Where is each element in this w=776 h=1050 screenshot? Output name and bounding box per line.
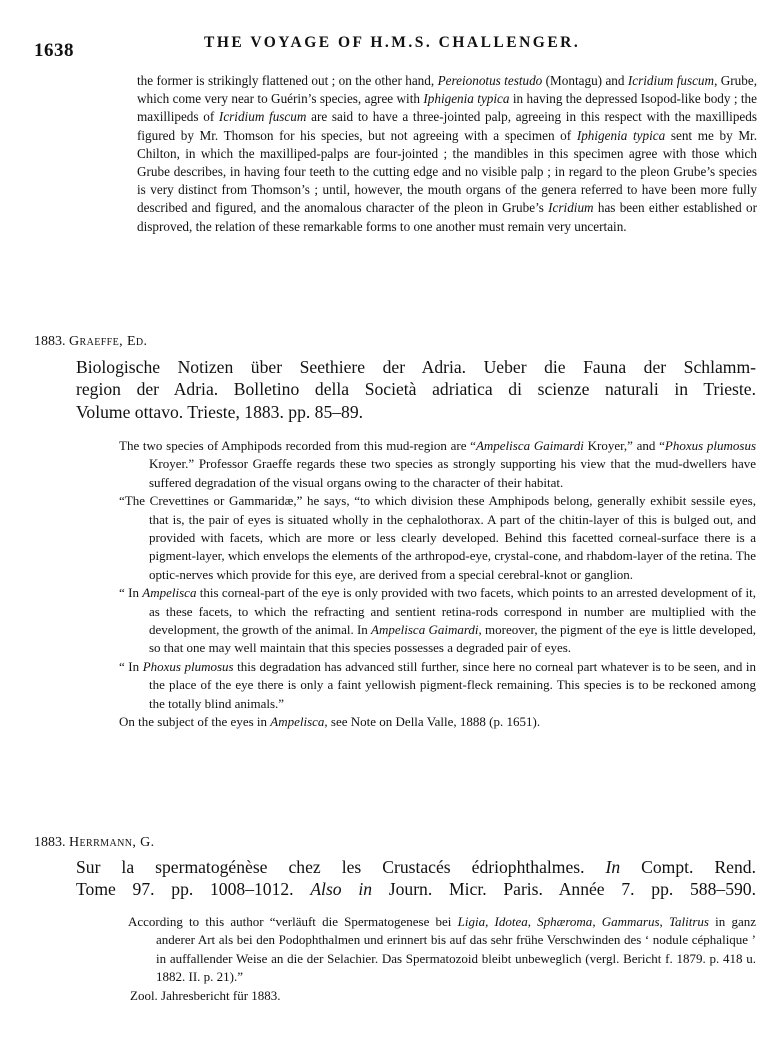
italic-taxon: Talitrus: [668, 914, 709, 929]
italic-taxon: Icridium fuscum: [627, 73, 715, 88]
note-paragraph: [119, 584, 756, 658]
text-run: are said to have a three-jointed palp, agreeing in this respect with the maxillipeds figured by Mr. Thomson for his species, but not agreeing with a specimen of: [137, 109, 758, 143]
title-line: Volume ottavo. Trieste, 1883. pp. 85–89.: [76, 401, 364, 422]
text-run: ,: [659, 914, 669, 929]
title-line: [76, 856, 756, 878]
text-run: “ In: [119, 658, 143, 674]
text-run: (Montagu) and: [542, 73, 628, 88]
title-line: region der Adria. Bolletino della Società adriatica di scienze naturali in Trieste.: [76, 379, 756, 400]
italic-taxon: Phoxus plumosus: [142, 658, 234, 674]
italic-taxon: Ampelisca Gaimardi: [475, 438, 584, 453]
entry-title-herrmann: [76, 856, 756, 901]
intro-paragraph: [137, 72, 757, 236]
entry-author: Graeffe, Ed.: [69, 334, 148, 349]
note-paragraph: [128, 913, 756, 987]
italic-taxon: Icridium fuscum: [218, 109, 307, 125]
italic-word: In: [605, 857, 621, 877]
text-run: this degradation has advanced still further, since here no corneal part whatever is to be seen, and in the place of the eye there is only a faint yellowish pigment-fleck remaining. This species is to be reckoned among the totally blind animals.”: [149, 658, 756, 711]
entry-year: 1883.: [34, 334, 66, 349]
entry-heading-graeffe: [34, 334, 147, 350]
text-run: On the subject of the eyes in: [119, 714, 271, 730]
text-run: ,: [485, 914, 495, 929]
text-run: Kroyer.” Professor Graeffe regards these two species as strongly supporting his view that the mud-dwellers have suffered degradation of the visual organs owing to the character of their habitat.: [149, 456, 756, 490]
italic-taxon: Ampelisca: [270, 714, 325, 730]
text-run: Journ. Micr. Paris. Année 7. pp. 588–590.: [372, 879, 756, 900]
text-run: has been either established or disproved, the relation of these remarkable forms to one another must remain very uncertain.: [137, 200, 757, 234]
text-run: Tome 97. pp. 1008–1012.: [76, 879, 311, 900]
text-run: the former is strikingly flattened out ; on the other hand,: [137, 73, 438, 88]
italic-taxon: Iphigenia typica: [423, 91, 510, 107]
text-run: According to this author “verläuft die Spermatogenese bei: [128, 914, 458, 929]
entry-heading-herrmann: [34, 835, 155, 851]
text-run: Compt. Rend.: [620, 857, 756, 877]
entry-title-graeffe: [76, 356, 756, 423]
text-run: in having the depressed Isopod-like body ; the maxillipeds of: [137, 91, 758, 125]
title-line: Biologische Notizen über Seethiere der Adria. Ueber die Fauna der Schlamm-: [76, 357, 756, 377]
italic-word: Also in: [310, 879, 373, 900]
note-paragraph: “The Crevettines or Gammaridæ,” he says, “to which division these Amphipods belong, generally exhibit sessile eyes, that is, the pair of eyes is situated wholly in the cephalothorax. A part of the chitin-layer of this is bulged out, and provided with facets, which are more or less clearly developed. Behind this facetted corneal-surface there is a pigment-layer, which envelops the elements of the arthropod-eye, crystal-cone, and rhabdom-layer of the retina. The optic-nerves which provide for this eye, are derived from a special cerebral-knot or ganglion.: [119, 493, 756, 582]
entry-note-graeffe: [119, 437, 756, 732]
text-run: in ganz anderer Art als bei den Podophthalmen und erinnert bis auf das sehr frühe Verschwinden des ‘ nodule céphalique ’ in auffallender Weise an die der Selachier. Das Spermatozoid bleibt unbeweglich (vergl. Bericht f. 1879. p. 418 u. 1882. II. p. 21).”: [156, 914, 757, 985]
entry-year: 1883.: [34, 835, 66, 850]
entry-note-herrmann: [128, 913, 756, 1005]
italic-taxon: Ampelisca: [142, 585, 197, 601]
running-title: THE VOYAGE OF H.M.S. CHALLENGER.: [204, 34, 581, 51]
text-run: this corneal-part of the eye is only provided with two facets, which points to an arrested development of it, as these facets, to which the refracting and sentient retina-rods correspond in number are multiplied with the development, the growth of the animal. In: [149, 585, 756, 638]
italic-taxon: Pereionotus testudo: [437, 73, 543, 88]
note-paragraph: [119, 713, 756, 731]
text-run: The two species of Amphipods recorded from this mud-region are “: [119, 438, 476, 453]
italic-taxon: Idotea: [494, 914, 528, 929]
text-run: Kroyer,” and “: [583, 438, 665, 453]
text-run: Sur la spermatogénèse chez les Crustacés édriophthalmes.: [76, 857, 606, 877]
text-run: , see Note on Della Valle, 1888 (p. 1651).: [324, 714, 541, 730]
italic-taxon: Gammarus: [601, 914, 660, 929]
italic-taxon: Ligia: [457, 914, 486, 929]
entry-author: Herrmann, G.: [69, 835, 155, 850]
text-run: sent me by Mr. Chilton, in which the maxilliped-palps are four-jointed ; the mandibles in this specimen agree with those which Grube describes, in having four teeth to the cutting edge and no visible palp ; in regard to the pleon Grube’s species is very distinct from Thomson’s ; until, however, the mouth organs of the genera referred to have been more fully described and figured, and the anomalous character of the pleon in Grube’s: [137, 127, 757, 216]
italic-taxon: Icridium: [548, 200, 594, 216]
italic-taxon: Ampelisca Gaimardi: [371, 622, 479, 638]
text-run: ,: [592, 914, 602, 929]
italic-taxon: Phoxus plumosus: [664, 438, 757, 453]
page-number: 1638: [34, 40, 74, 61]
source-citation: Zool. Jahresbericht für 1883.: [130, 987, 281, 1003]
note-paragraph: [119, 658, 756, 713]
italic-taxon: Sphæroma: [537, 914, 593, 929]
text-run: “ In: [119, 585, 143, 601]
text-run: ,: [527, 914, 538, 929]
italic-taxon: Iphigenia typica: [576, 127, 666, 143]
note-paragraph: [119, 437, 756, 492]
text-run: , Grube, which come very near to Guérin’s species, agree with: [137, 73, 757, 107]
title-line: [76, 878, 756, 900]
text-run: , moreover, the pigment of the eye is little developed, so that one may well maintain that this species possesses a degraded pair of eyes.: [149, 622, 756, 656]
